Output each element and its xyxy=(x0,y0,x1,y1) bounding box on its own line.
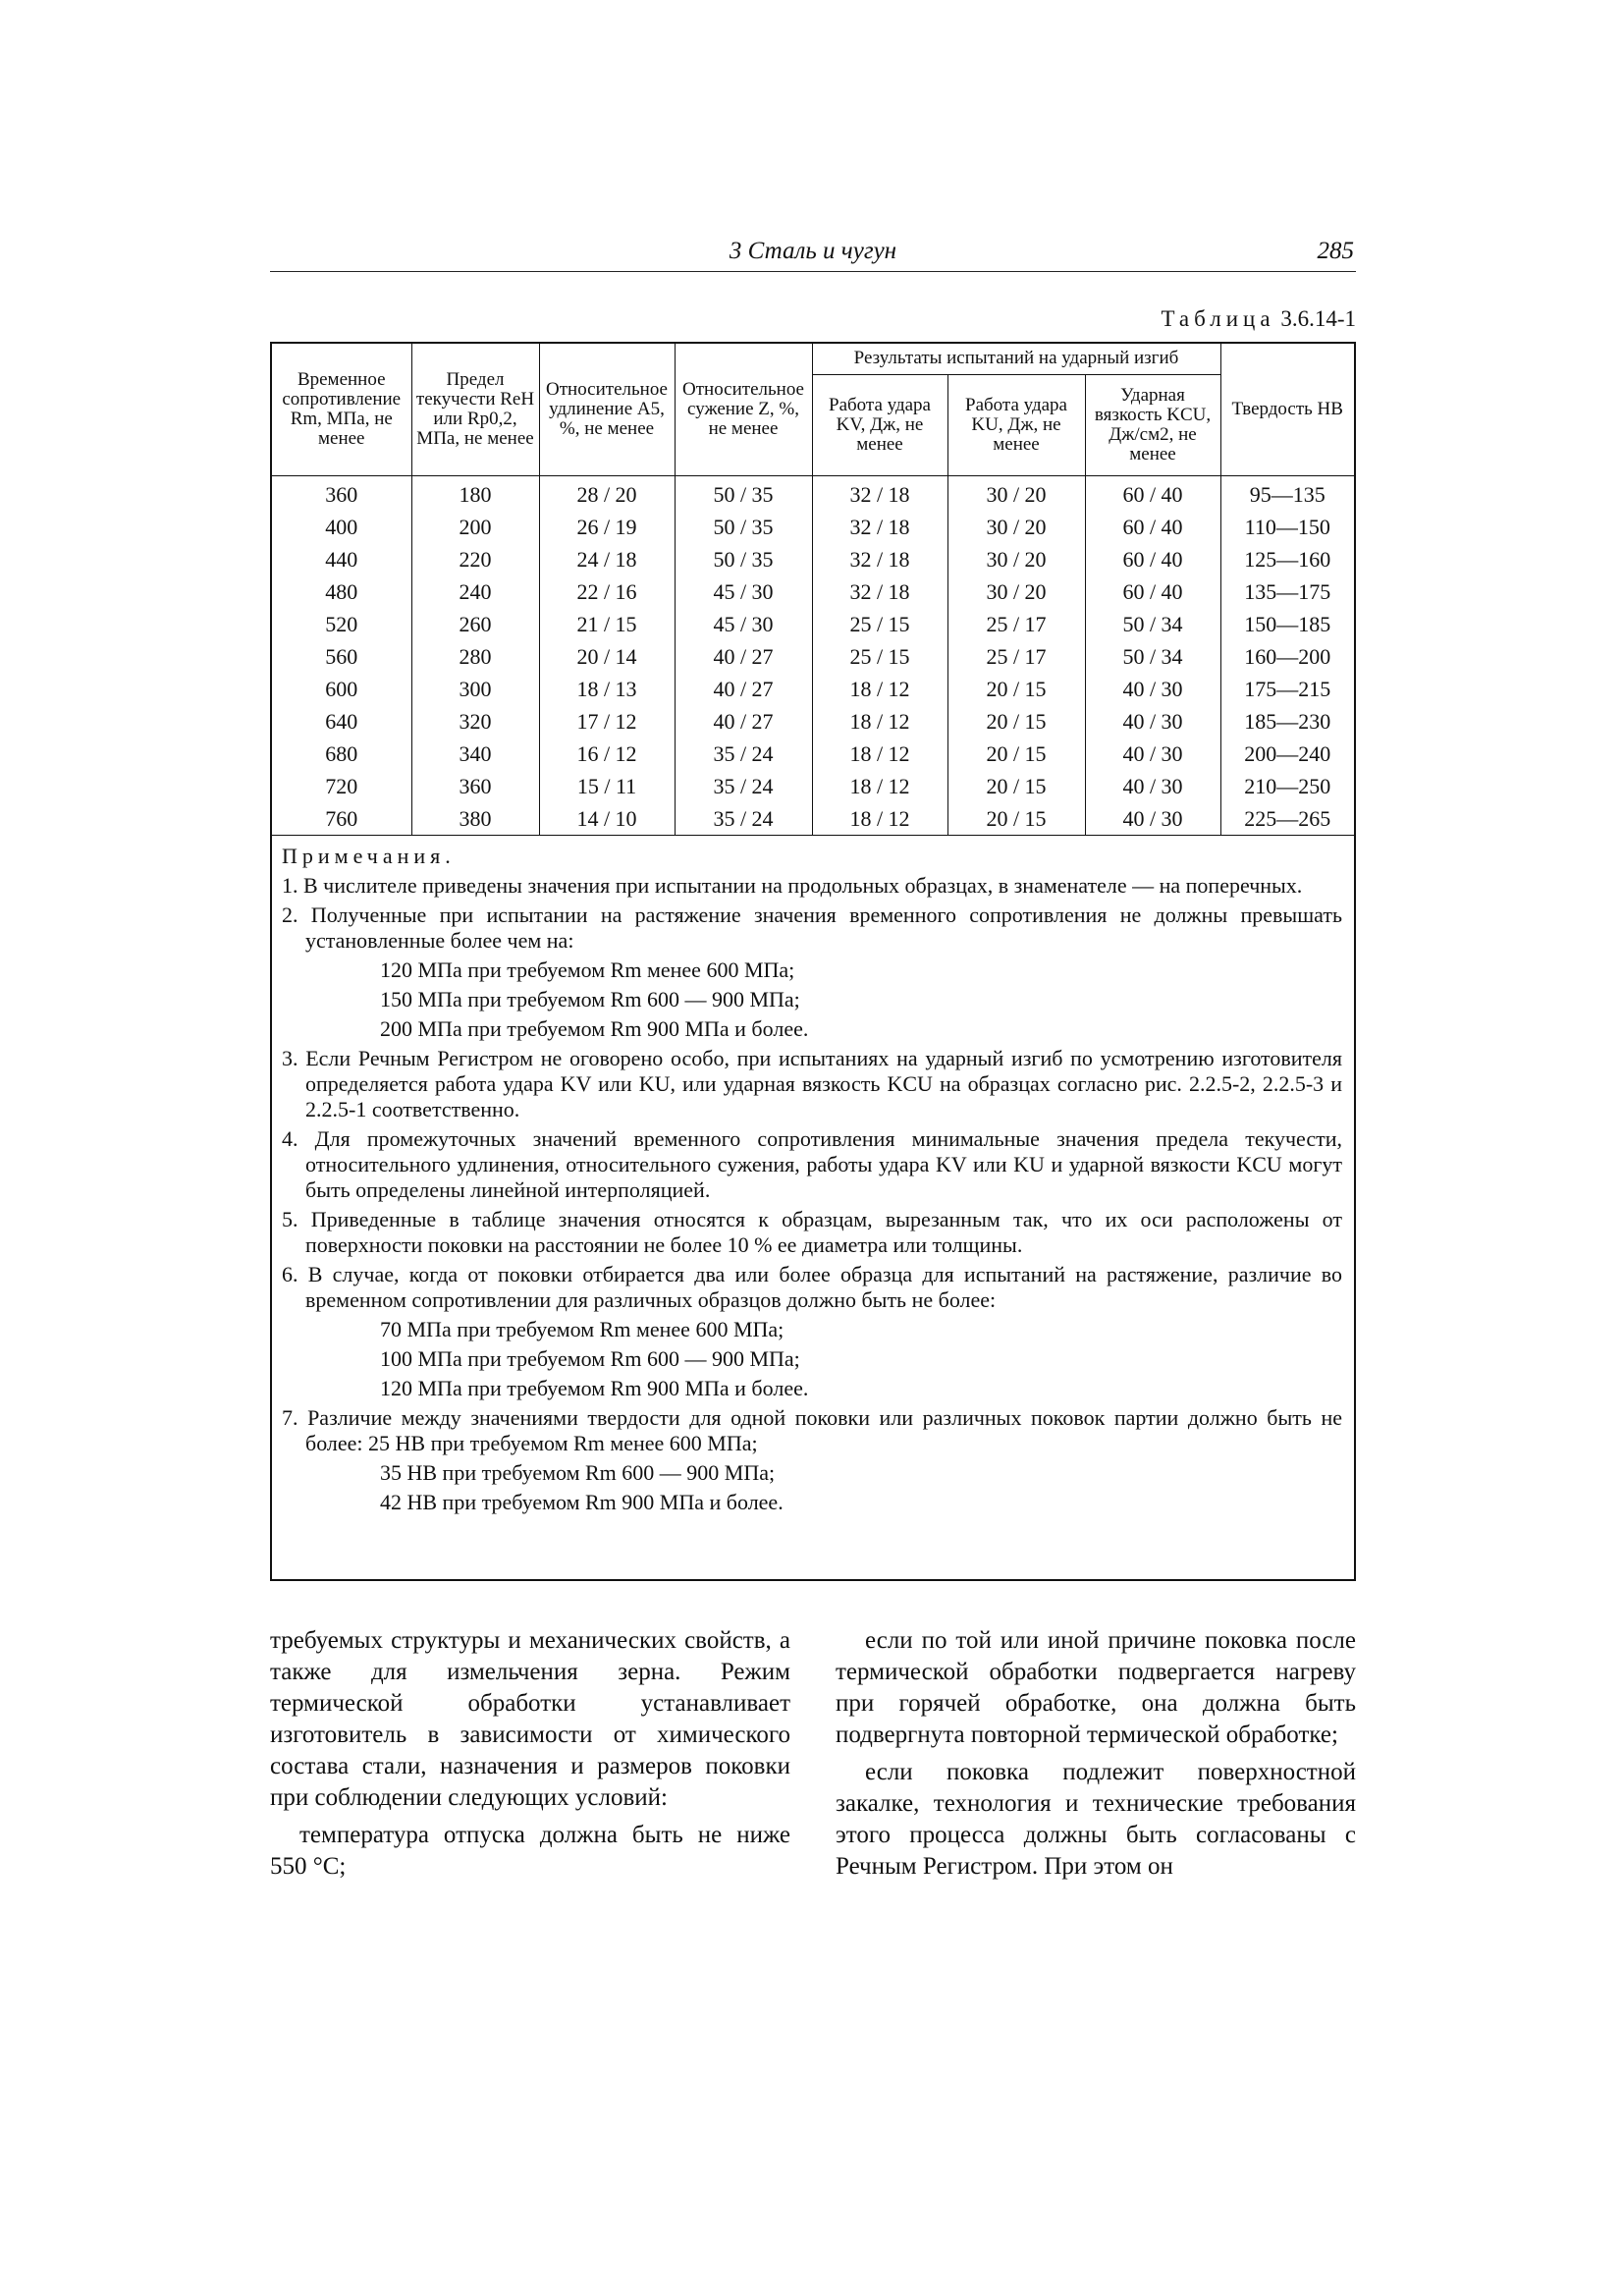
header-impact-kv: Работа удара KV, Дж, не менее xyxy=(812,374,947,475)
properties-table-frame xyxy=(270,342,1356,1581)
table-row xyxy=(272,705,1354,738)
table-cell: 16 / 12 xyxy=(539,738,675,770)
table-cell: 15 / 11 xyxy=(539,770,675,802)
table-cell: 40 / 30 xyxy=(1085,770,1220,802)
table-cell: 20 / 15 xyxy=(947,770,1085,802)
note-6-item-b: 100 МПа при требуемом Rm 600 — 900 МПа; xyxy=(380,1346,800,1371)
table-row xyxy=(272,770,1354,802)
table-cell: 40 / 30 xyxy=(1085,673,1220,705)
table-row xyxy=(272,673,1354,705)
table-cell: 760 xyxy=(272,802,411,836)
table-caption-number: 3.6.14-1 xyxy=(1280,306,1356,331)
table-row xyxy=(272,511,1354,543)
table-cell: 25 / 15 xyxy=(812,608,947,640)
table-cell: 20 / 15 xyxy=(947,705,1085,738)
table-cell: 60 / 40 xyxy=(1085,511,1220,543)
table-cell: 30 / 20 xyxy=(947,575,1085,608)
table-row xyxy=(272,738,1354,770)
table-cell: 25 / 17 xyxy=(947,608,1085,640)
table-cell: 22 / 16 xyxy=(539,575,675,608)
note-2-item-a: 120 МПа при требуемом Rm менее 600 МПа; xyxy=(380,957,795,982)
note-7-item-a: 35 НВ при требуемом Rm 600 — 900 МПа; xyxy=(380,1460,776,1485)
table-row xyxy=(272,608,1354,640)
table-cell: 400 xyxy=(272,511,411,543)
table-cell: 32 / 18 xyxy=(812,476,947,512)
table-cell: 300 xyxy=(411,673,539,705)
table-cell: 60 / 40 xyxy=(1085,575,1220,608)
note-7-item-b: 42 НВ при требуемом Rm 900 МПа и более. xyxy=(380,1490,784,1514)
table-cell: 18 / 12 xyxy=(812,673,947,705)
table-cell: 175—215 xyxy=(1220,673,1354,705)
note-2-item-b: 150 МПа при требуемом Rm 600 — 900 МПа; xyxy=(380,987,800,1011)
table-cell: 560 xyxy=(272,640,411,673)
table-cell: 600 xyxy=(272,673,411,705)
note-2-item-c: 200 МПа при требуемом Rm 900 МПа и более. xyxy=(380,1016,809,1041)
table-cell: 40 / 27 xyxy=(675,673,812,705)
table-cell: 180 xyxy=(411,476,539,512)
body-right-paragraph-2: если поковка подлежит поверхностной закалке, технология и технические требования этого процесса должны быть согласованы с Речным Регистром. При этом он xyxy=(836,1759,1356,1880)
table-cell: 20 / 15 xyxy=(947,673,1085,705)
table-cell: 280 xyxy=(411,640,539,673)
table-cell: 480 xyxy=(272,575,411,608)
table-cell: 40 / 27 xyxy=(675,705,812,738)
table-cell: 28 / 20 xyxy=(539,476,675,512)
body-column-right xyxy=(836,1625,1356,1888)
table-cell: 440 xyxy=(272,543,411,575)
table-cell: 60 / 40 xyxy=(1085,476,1220,512)
table-cell: 110—150 xyxy=(1220,511,1354,543)
table-cell: 160—200 xyxy=(1220,640,1354,673)
table-row xyxy=(272,543,1354,575)
table-cell: 720 xyxy=(272,770,411,802)
header-tensile-strength: Временное сопротивление Rm, МПа, не менее xyxy=(272,344,411,476)
table-cell: 45 / 30 xyxy=(675,608,812,640)
note-2: 2. Полученные при испытании на растяжение значения временного сопротивления не должны превышать установленные более чем на: xyxy=(282,902,1342,953)
table-notes xyxy=(272,836,1354,1515)
note-6-item-c: 120 МПа при требуемом Rm 900 МПа и более. xyxy=(380,1376,809,1400)
table-cell: 640 xyxy=(272,705,411,738)
table-cell: 20 / 15 xyxy=(947,738,1085,770)
table-row xyxy=(272,802,1354,836)
table-cell: 30 / 20 xyxy=(947,511,1085,543)
table-cell: 25 / 17 xyxy=(947,640,1085,673)
page-header xyxy=(270,236,1356,272)
table-cell: 25 / 15 xyxy=(812,640,947,673)
table-cell: 380 xyxy=(411,802,539,836)
body-column-left xyxy=(270,1625,790,1888)
table-cell: 260 xyxy=(411,608,539,640)
table-cell: 520 xyxy=(272,608,411,640)
table-cell: 14 / 10 xyxy=(539,802,675,836)
table-cell: 40 / 30 xyxy=(1085,802,1220,836)
table-row xyxy=(272,640,1354,673)
table-cell: 150—185 xyxy=(1220,608,1354,640)
table-cell: 210—250 xyxy=(1220,770,1354,802)
table-cell: 21 / 15 xyxy=(539,608,675,640)
table-cell: 32 / 18 xyxy=(812,511,947,543)
table-cell: 40 / 30 xyxy=(1085,705,1220,738)
header-impact-test-group: Результаты испытаний на ударный изгиб xyxy=(812,344,1220,374)
table-cell: 50 / 34 xyxy=(1085,608,1220,640)
table-cell: 240 xyxy=(411,575,539,608)
table-cell: 18 / 13 xyxy=(539,673,675,705)
header-hardness: Твердость НВ xyxy=(1220,344,1354,476)
table-cell: 135—175 xyxy=(1220,575,1354,608)
mechanical-properties-table xyxy=(272,344,1354,836)
table-cell: 50 / 35 xyxy=(675,543,812,575)
table-cell: 32 / 18 xyxy=(812,575,947,608)
table-cell: 35 / 24 xyxy=(675,770,812,802)
header-elongation: Относительное удлинение A5, %, не менее xyxy=(539,344,675,476)
table-cell: 220 xyxy=(411,543,539,575)
note-7: 7. Различие между значениями твердости для одной поковки или различных поковок партии должно быть не более: 25 НВ при требуемом Rm менее 600 МПа; xyxy=(282,1405,1342,1455)
table-cell: 18 / 12 xyxy=(812,738,947,770)
note-3: 3. Если Речным Регистром не оговорено особо, при испытаниях на ударный изгиб по усмотрению изготовителя определяется работа удара KV или KU, или ударная вязкость KCU на образцах согласно рис. 2.2.5-2, 2.2.5-3 и 2.2.5-1 соответственно. xyxy=(282,1046,1342,1121)
body-left-paragraph-1: требуемых структуры и механических свойств, а также для измельчения зерна. Режим термической обработки устанавливает изготовитель в зависимости от химического состава стали, назначения и размеров поковки при соблюдении следующих условий: xyxy=(270,1627,790,1811)
table-cell: 24 / 18 xyxy=(539,543,675,575)
table-cell: 185—230 xyxy=(1220,705,1354,738)
table-cell: 50 / 35 xyxy=(675,476,812,512)
note-4: 4. Для промежуточных значений временного сопротивления минимальные значения предела текучести, относительного удлинения, относительного сужения, работы удара KV или KU и ударной вязкости KCU могут быть определены линейной интерполяцией. xyxy=(282,1126,1342,1202)
table-cell: 20 / 15 xyxy=(947,802,1085,836)
table-cell: 340 xyxy=(411,738,539,770)
note-1: 1. В числителе приведены значения при испытании на продольных образцах, в знаменателе — на поперечных. xyxy=(282,873,1303,898)
notes-title: Примечания. xyxy=(282,844,456,868)
table-cell: 35 / 24 xyxy=(675,738,812,770)
table-row xyxy=(272,476,1354,512)
table-cell: 40 / 30 xyxy=(1085,738,1220,770)
header-toughness-kcu: Ударная вязкость KCU, Дж/см2, не менее xyxy=(1085,374,1220,475)
body-right-paragraph-1: если по той или иной причине поковка после термической обработки подвергается нагреву при горячей обработке, она должна быть подвергнута повторной термической обработке; xyxy=(836,1627,1356,1748)
table-cell: 125—160 xyxy=(1220,543,1354,575)
table-cell: 26 / 19 xyxy=(539,511,675,543)
table-cell: 40 / 27 xyxy=(675,640,812,673)
table-cell: 17 / 12 xyxy=(539,705,675,738)
table-cell: 35 / 24 xyxy=(675,802,812,836)
body-left-paragraph-2: температура отпуска должна быть не ниже 550 °С; xyxy=(270,1822,790,1880)
table-cell: 50 / 35 xyxy=(675,511,812,543)
note-6-item-a: 70 МПа при требуемом Rm менее 600 МПа; xyxy=(380,1317,784,1341)
table-cell: 30 / 20 xyxy=(947,476,1085,512)
table-cell: 18 / 12 xyxy=(812,770,947,802)
table-cell: 18 / 12 xyxy=(812,802,947,836)
page-number: 285 xyxy=(1317,238,1354,264)
table-cell: 50 / 34 xyxy=(1085,640,1220,673)
table-cell: 200—240 xyxy=(1220,738,1354,770)
header-yield-strength: Предел текучести ReH или Rp0,2, МПа, не менее xyxy=(411,344,539,476)
table-caption xyxy=(1161,306,1356,332)
table-cell: 20 / 14 xyxy=(539,640,675,673)
table-cell: 30 / 20 xyxy=(947,543,1085,575)
table-cell: 60 / 40 xyxy=(1085,543,1220,575)
table-caption-label: Таблица xyxy=(1161,306,1275,331)
table-cell: 680 xyxy=(272,738,411,770)
table-cell: 320 xyxy=(411,705,539,738)
note-5: 5. Приведенные в таблице значения относятся к образцам, вырезанным так, что их оси расположены от поверхности поковки на расстоянии не более 10 % ее диаметра или толщины. xyxy=(282,1207,1342,1257)
header-reduction-of-area: Относительное сужение Z, %, не менее xyxy=(675,344,812,476)
table-body xyxy=(272,476,1354,836)
table-row xyxy=(272,575,1354,608)
chapter-title: 3 Сталь и чугун xyxy=(729,238,897,264)
table-cell: 360 xyxy=(411,770,539,802)
table-cell: 32 / 18 xyxy=(812,543,947,575)
table-cell: 18 / 12 xyxy=(812,705,947,738)
note-6: 6. В случае, когда от поковки отбирается два или более образца для испытаний на растяжение, различие во временном сопротивлении для различных образцов должно быть не более: xyxy=(282,1262,1342,1312)
table-cell: 95—135 xyxy=(1220,476,1354,512)
table-cell: 360 xyxy=(272,476,411,512)
table-cell: 45 / 30 xyxy=(675,575,812,608)
header-impact-ku: Работа удара KU, Дж, не менее xyxy=(947,374,1085,475)
table-cell: 225—265 xyxy=(1220,802,1354,836)
table-cell: 200 xyxy=(411,511,539,543)
